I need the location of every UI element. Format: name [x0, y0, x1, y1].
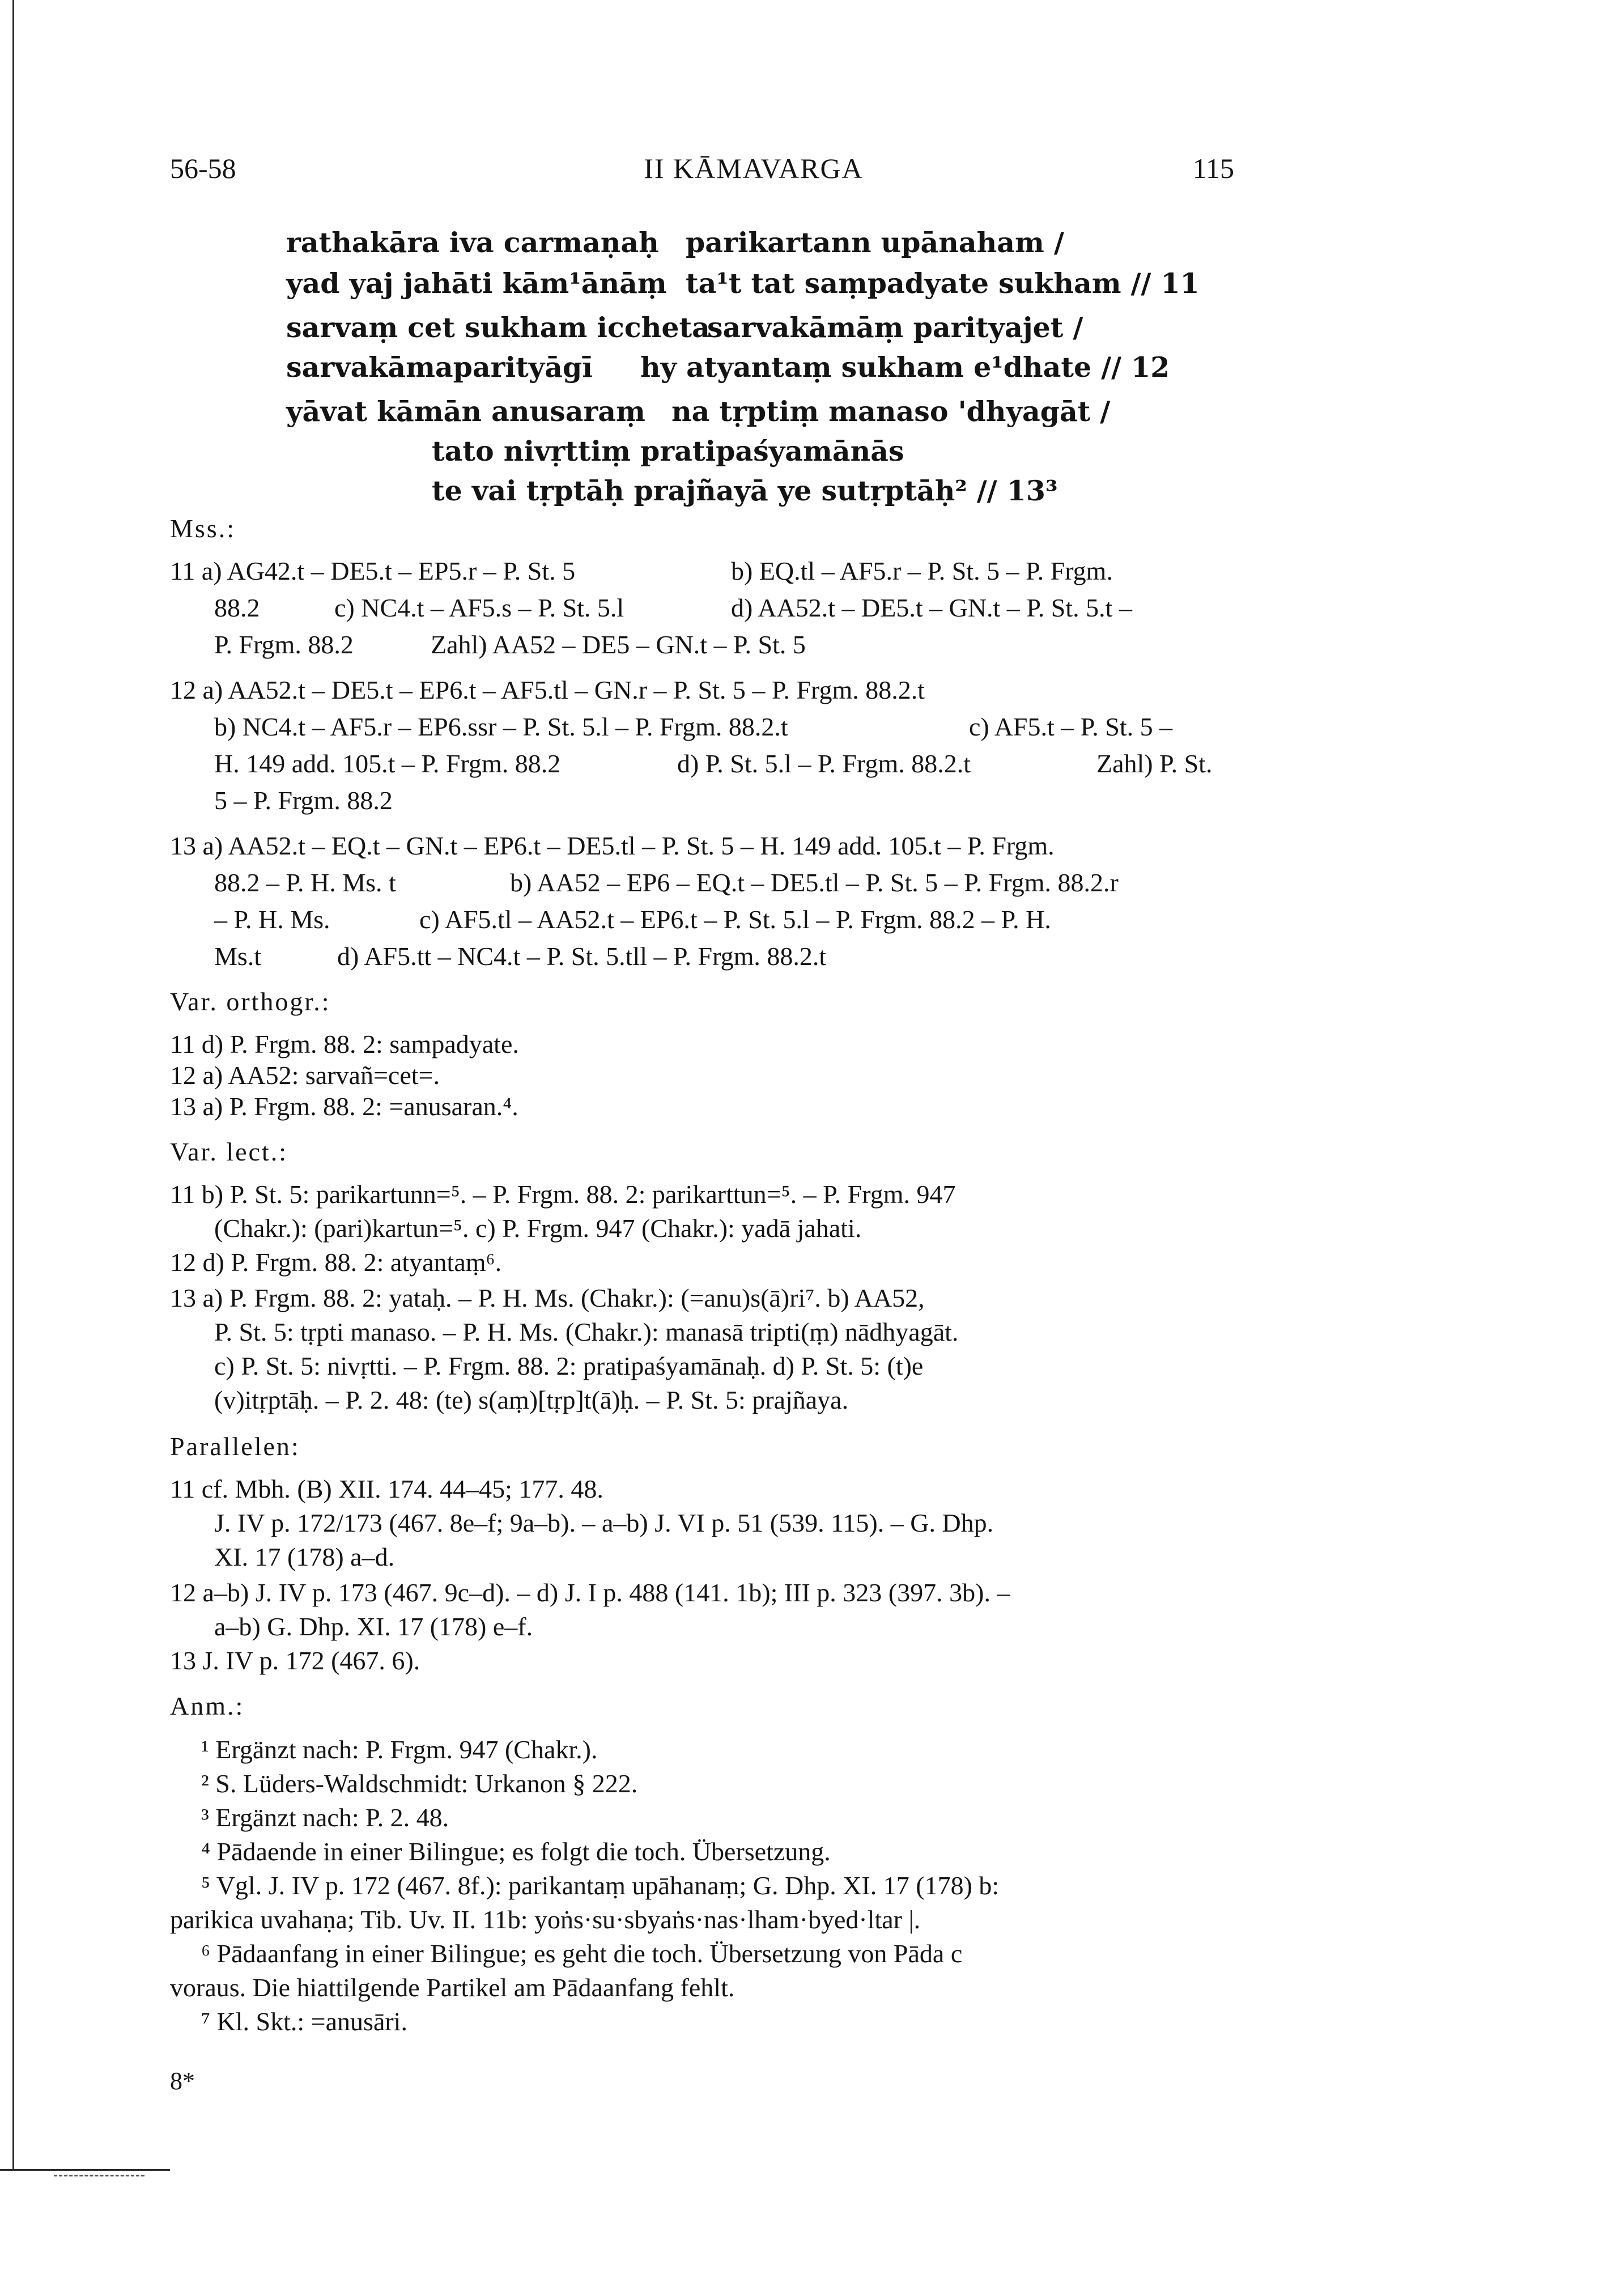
footnote-line: ⁵ Vgl. J. IV p. 172 (467. 8f.): parikantaṃ upāhanaṃ; G. Dhp. XI. 17 (178) b: — [201, 1871, 1000, 1900]
parallelen-line: 11 cf. Mbh. (B) XII. 174. 44–45; 177. 48. — [170, 1474, 603, 1503]
var-lect-line: 13 a) P. Frgm. 88. 2: yataḥ. – P. H. Ms. (Chakr.): (=anu)s(ā)ri⁷. b) AA52, — [170, 1283, 925, 1312]
scan-dash — [54, 2175, 144, 2176]
signature-mark: 8* — [170, 2067, 195, 2095]
footnote-line: ⁴ Pādaende in einer Bilingue; es folgt die toch. Übersetzung. — [201, 1837, 831, 1866]
verse-pada-a: sarvakāmaparityāgī — [286, 351, 593, 384]
var-orthogr-line: 12 a) AA52: sarvañ=cet=. — [170, 1061, 440, 1090]
verse-line — [0, 263, 1624, 304]
verse-line — [0, 391, 1624, 432]
footnote-line: voraus. Die hiattilgende Partikel am Pādaanfang fehlt. — [170, 1973, 735, 2002]
verse-line — [0, 222, 1624, 263]
anm-heading: Anm.: — [170, 1691, 245, 1720]
footnote-line: ² S. Lüders-Waldschmidt: Urkanon § 222. — [201, 1769, 638, 1798]
footnote-line: ¹ Ergänzt nach: P. Frgm. 947 (Chakr.). — [201, 1735, 598, 1764]
footnote-line: ⁷ Kl. Skt.: =anusāri. — [201, 2007, 407, 2036]
var-lect-line: (Chakr.): (pari)kartun=⁵. c) P. Frgm. 947 (Chakr.): yadā jahati. — [214, 1214, 862, 1243]
verse-pada-a: yad yaj jahāti kām¹ānāṃ — [286, 267, 667, 300]
var-lect-line: 11 b) P. St. 5: parikartunn=⁵. – P. Frgm. 88. 2: parikarttun=⁵. – P. Frgm. 947 — [170, 1180, 956, 1209]
chapter-title: II KĀMAVARGA — [644, 152, 864, 184]
var-orthogr-line: 13 a) P. Frgm. 88. 2: =anusaran.⁴. — [170, 1092, 518, 1121]
var-lect-heading: Var. lect.: — [170, 1137, 288, 1166]
verse-pada-b: hy atyantaṃ sukham e¹dhate // 12 — [640, 351, 1170, 384]
verse-pada-a: rathakāra iva carmaṇaḥ — [286, 226, 659, 259]
verse-pada-c: tato nivṛttiṃ pratipaśyamānās — [432, 435, 904, 467]
var-lect-line: P. St. 5: tṛpti manaso. – P. H. Ms. (Chakr.): manasā tripti(ṃ) nādhyagāt. — [214, 1317, 959, 1346]
var-orthogr-heading: Var. orthogr.: — [170, 987, 331, 1016]
parallelen-line: 13 J. IV p. 172 (467. 6). — [170, 1646, 420, 1675]
verse-line — [0, 347, 1624, 388]
var-lect-line: (v)itṛptāḥ. – P. 2. 48: (te) s(aṃ)[tṛp]t(ā)ḥ. – P. St. 5: prajñaya. — [214, 1385, 849, 1414]
scan-edge-bottom — [0, 2169, 170, 2171]
footnote-line: ⁶ Pādaanfang in einer Bilingue; es geht die toch. Übersetzung von Pāda c — [201, 1939, 963, 1968]
footnote-line: parikica uvahaṇa; Tib. Uv. II. 11b: yoṅs·su·sbyaṅs·nas·lham·byed·ltar |. — [170, 1905, 921, 1934]
verse-pada-b: sarvakāmāṃ parityajet / — [707, 311, 1083, 344]
var-lect-line: c) P. St. 5: nivṛtti. – P. Frgm. 88. 2: pratipaśyamānaḥ. d) P. St. 5: (t)e — [214, 1351, 924, 1380]
page-number: 115 — [1192, 152, 1234, 184]
verse-pada-a: yāvat kāmān anusaraṃ — [286, 395, 645, 428]
var-lect-line: 12 d) P. Frgm. 88. 2: atyantaṃ⁶. — [170, 1248, 502, 1277]
verse-pada-d: te vai tṛptāḥ prajñayā ye sutṛptāḥ² // 13³ — [432, 474, 1058, 507]
verse-line — [0, 470, 1624, 511]
verse-pada-b: ta¹t tat saṃpadyate sukham // 11 — [686, 267, 1200, 300]
parallelen-line: XI. 17 (178) a–d. — [214, 1542, 395, 1571]
parallelen-line: 12 a–b) J. IV p. 173 (467. 9c–d). – d) J. I p. 488 (141. 1b); III p. 323 (397. 3b). – — [170, 1578, 1010, 1607]
verse-line — [0, 307, 1624, 348]
parallelen-line: a–b) G. Dhp. XI. 17 (178) e–f. — [214, 1612, 533, 1641]
parallelen-heading: Parallelen: — [170, 1432, 300, 1461]
footnote-line: ³ Ergänzt nach: P. 2. 48. — [201, 1803, 449, 1832]
verse-pada-b: parikartann upānaham / — [686, 226, 1064, 259]
verse-line — [0, 431, 1624, 471]
parallelen-line: J. IV p. 172/173 (467. 8e–f; 9a–b). – a–b) J. VI p. 51 (539. 115). – G. Dhp. — [214, 1508, 994, 1537]
var-orthogr-line: 11 d) P. Frgm. 88. 2: sampadyate. — [170, 1030, 519, 1058]
mss-heading: Mss.: — [170, 514, 236, 543]
verse-pada-b: na tṛptiṃ manaso 'dhyagāt / — [671, 395, 1111, 428]
verse-pada-a: sarvaṃ cet sukham iccheta — [286, 311, 710, 344]
page-range: 56-58 — [170, 152, 236, 184]
